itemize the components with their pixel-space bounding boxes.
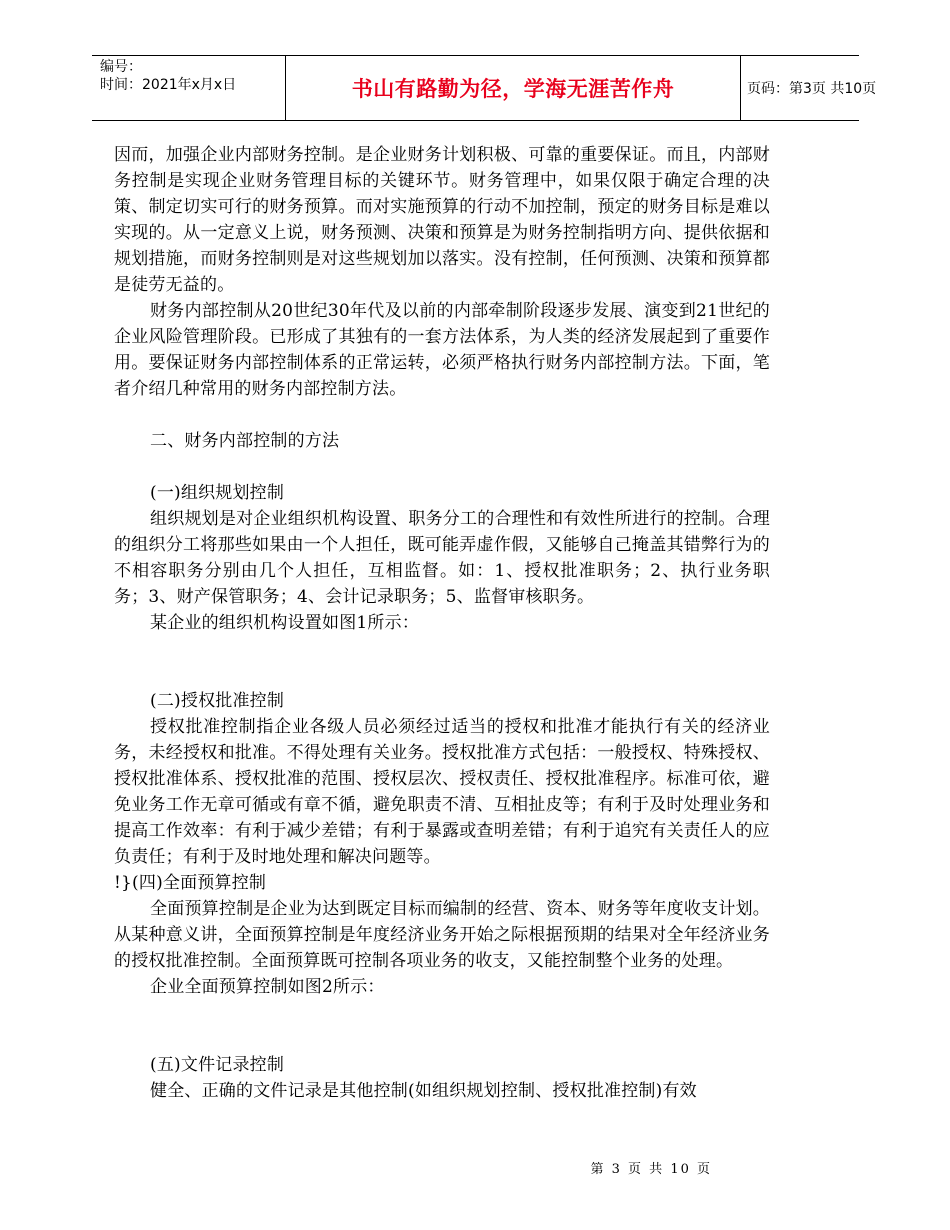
subheading-documentation: (五)文件记录控制 [150, 1055, 285, 1075]
page-footer [0, 1158, 950, 1177]
page-header [92, 55, 877, 121]
header-motto-cell [285, 56, 741, 120]
section-heading: 二、财务内部控制的方法 [150, 431, 340, 451]
paragraph-intro: 因而，加强企业内部财务控制。是企业财务计划积极、可靠的重要保证。而且，内部财务控制是实现企业财务管理目标的关键环节。财务管理中，如果仅限于确定合理的决策、制定切实可行的财务预算。而对实施预算的行动不加控制，预定的财务目标是难以实现的。从一定意义上说，财务预测、决策和预算是为财务控制指明方向、提供依据和规划措施，而财务控制则是对这些规划加以落实。没有控制，任何预测、决策和预算都是徒劳无益的。 [114, 145, 770, 295]
paragraph-documentation: 健全、正确的文件记录是其他控制(如组织规划控制、授权批准控制)有效 [150, 1081, 697, 1101]
paragraph-history: 财务内部控制从20世纪30年代及以前的内部牵制阶段逐步发展、演变到21世纪的企业风险管理阶段。已形成了其独有的一套方法体系，为人类的经济发展起到了重要作用。要保证财务内部控制体系的正常运转，必须严格执行财务内部控制方法。下面，笔者介绍几种常用的财务内部控制方法。 [114, 301, 770, 399]
paragraph-organization: 组织规划是对企业组织机构设置、职务分工的合理性和有效性所进行的控制。合理的组织分工将那些如果由一个人担任，既可能弄虚作假，又能够自己掩盖其错弊行为的不相容职务分别由几个人担任，互相监督。如：1、授权批准职务；2、执行业务职务；3、财产保管职务；4、会计记录职务；5、监督审核职务。 [114, 509, 770, 607]
subheading-budget: !}(四)全面预算控制 [114, 873, 267, 893]
document-body [114, 142, 770, 1104]
page-info: 页码：第3页 共10页 [747, 81, 877, 97]
paragraph-authorization: 授权批准控制指企业各级人员必须经过适当的授权和批准才能执行有关的经济业务，未经授权和批准。不得处理有关业务。授权批准方式包括：一般授权、特殊授权、授权批准体系、授权批准的范围、授权层次、授权责任、授权批准程序。标准可依，避免业务工作无章可循或有章不循，避免职责不清、互相扯皮等；有利于及时处理业务和提高工作效率：有利于减少差错；有利于暴露或查明差错；有利于追究有关责任人的应负责任；有利于及时地处理和解决问题等。 [114, 717, 770, 867]
paragraph-figure1-ref: 某企业的组织机构设置如图1所示： [150, 613, 420, 633]
subheading-authorization: (二)授权批准控制 [150, 691, 285, 711]
paragraph-budget: 全面预算控制是企业为达到既定目标而编制的经营、资本、财务等年度收支计划。从某种意义讲，全面预算控制是年度经济业务开始之际根据预期的结果对全年经济业务的授权批准控制。全面预算既可控制各项业务的收支，又能控制整个业务的处理。 [114, 899, 770, 971]
motto: 书山有路勤为径，学海无涯苦作舟 [351, 77, 675, 101]
number-label: 编号： [100, 59, 142, 75]
header-meta [92, 56, 285, 120]
footer-page-number: 第 3 页 共 10 页 [590, 1162, 712, 1177]
header-page-cell [739, 56, 877, 120]
subheading-organization: (一)组织规划控制 [150, 483, 285, 503]
paragraph-figure2-ref: 企业全面预算控制如图2所示： [150, 977, 385, 997]
time-label: 时间：2021年x月x日 [100, 77, 237, 93]
